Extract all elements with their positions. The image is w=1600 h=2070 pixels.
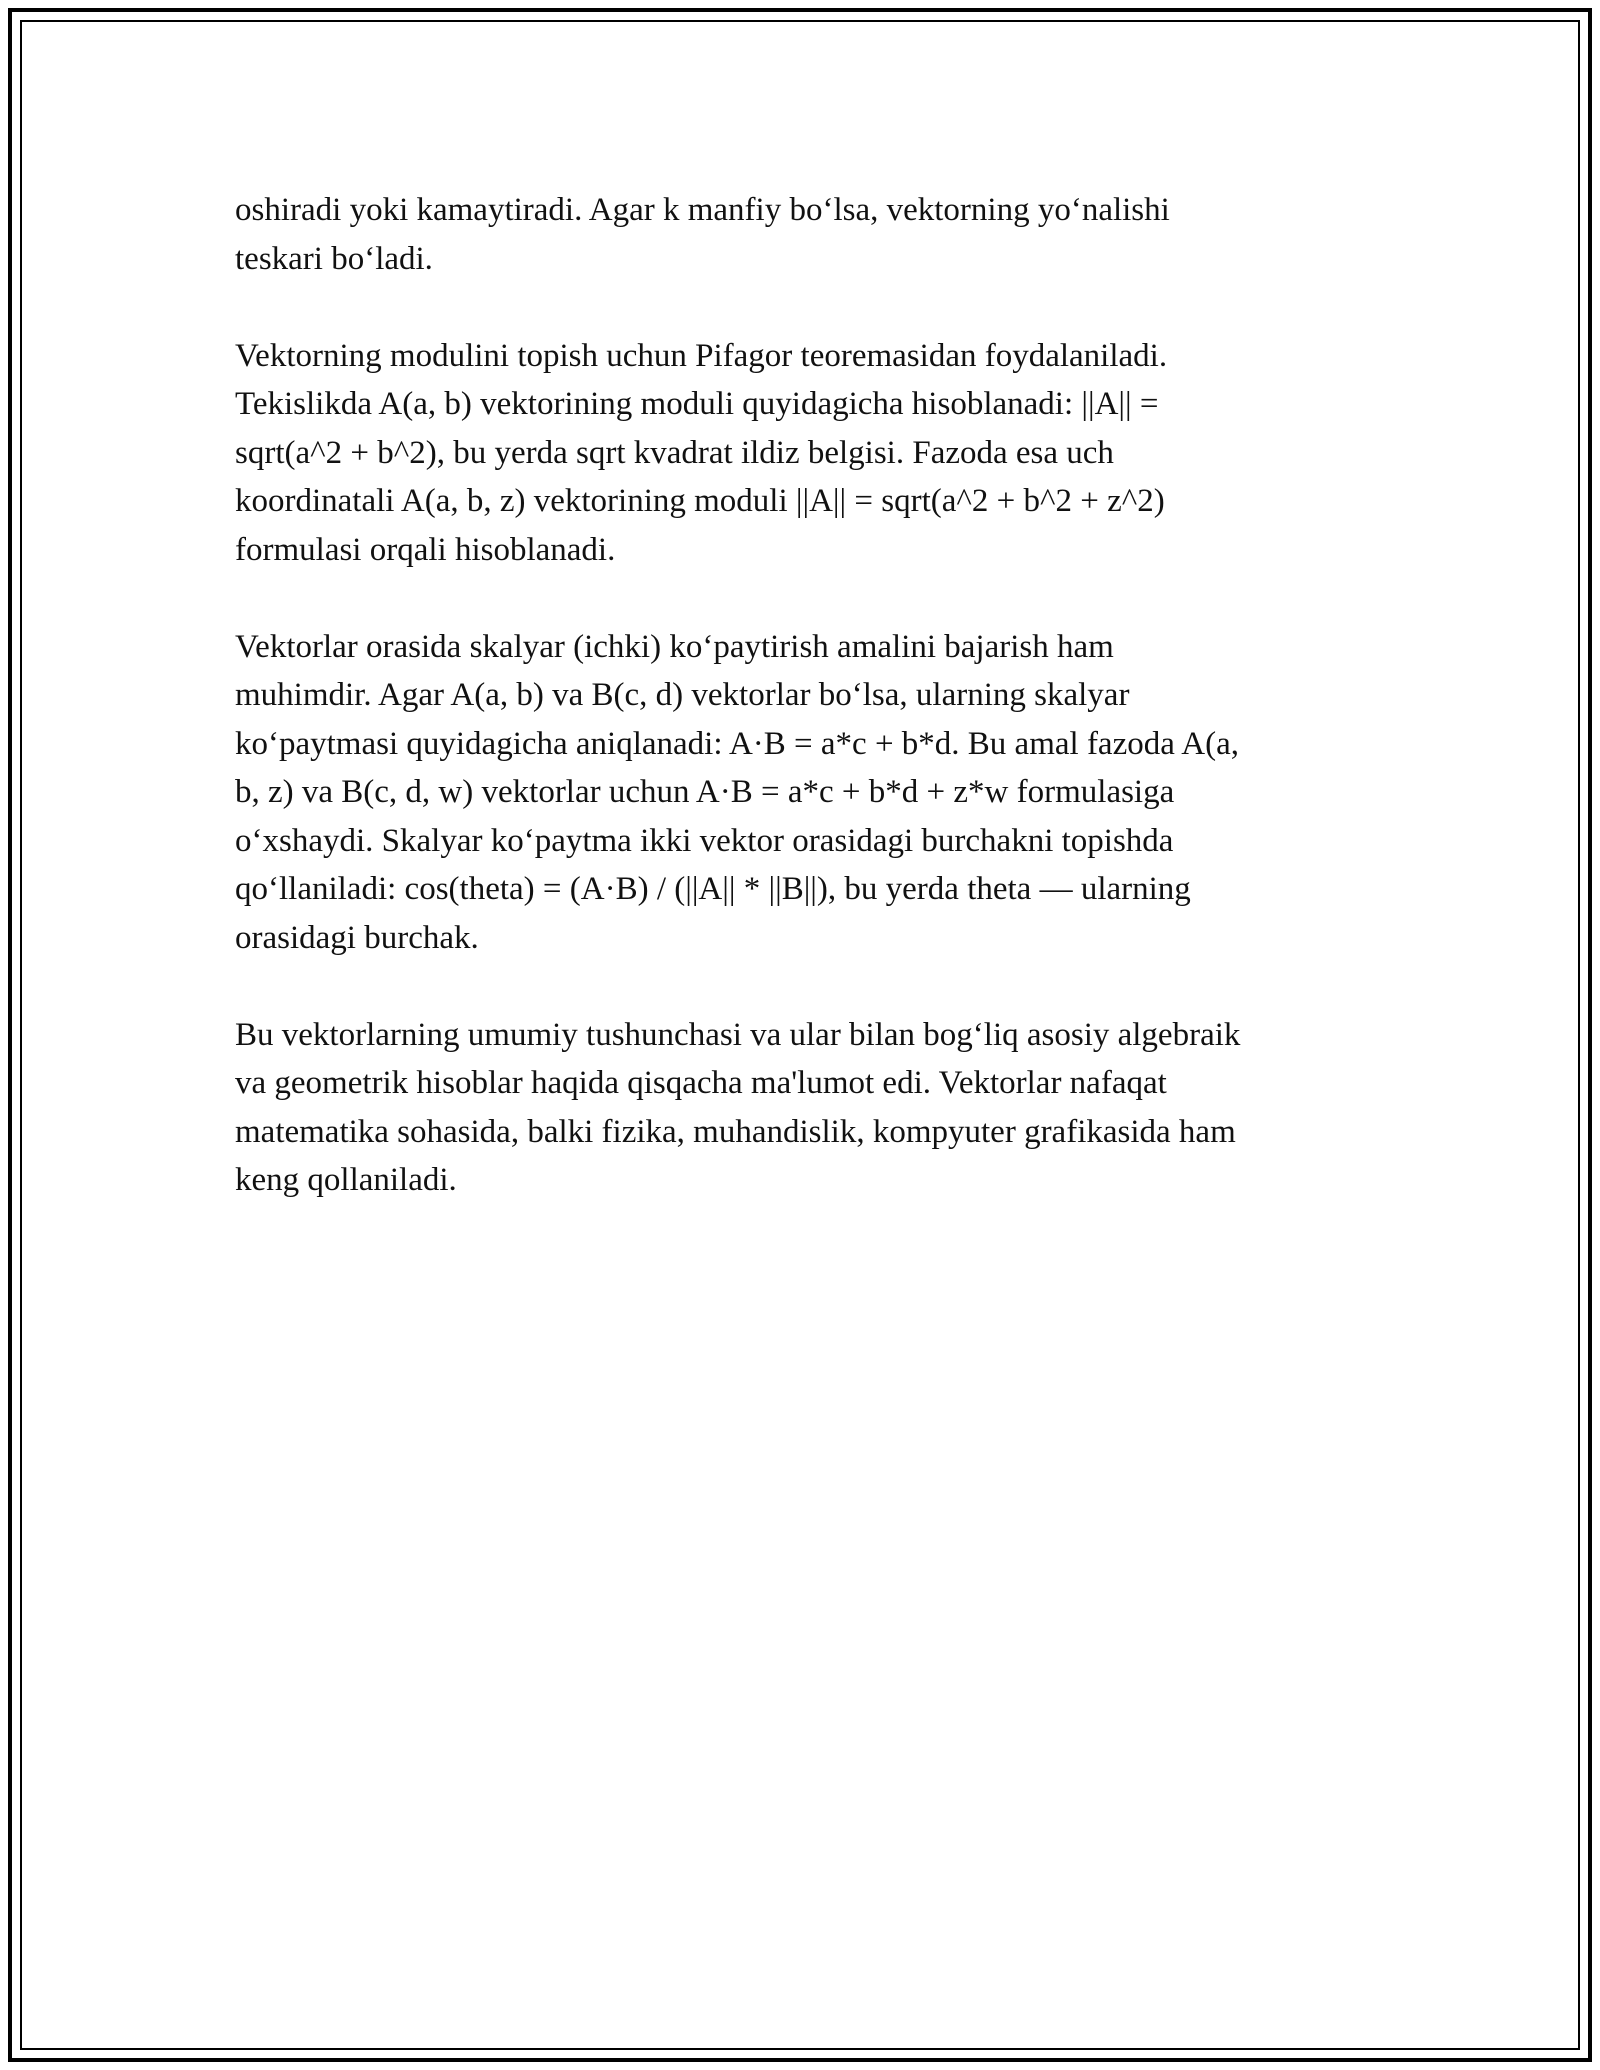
text-line: orasidagi burchak.: [235, 919, 479, 956]
paragraph-4: [235, 1011, 1370, 1205]
paragraph-1: [235, 186, 1370, 283]
paragraph-3: [235, 623, 1370, 963]
text-line: koordinatali A(a, b, z) vektorining moduli ||A|| = sqrt(a^2 + b^2 + z^2): [235, 483, 1165, 519]
text-line: formulasi orqali hisoblanadi.: [235, 531, 616, 568]
text-line: Vektorning modulini topish uchun Pifagor teoremasidan foydalaniladi.: [235, 337, 1168, 374]
text-line: sqrt(a^2 + b^2), bu yerda sqrt kvadrat ildiz belgisi. Fazoda esa uch: [235, 434, 1114, 471]
text-line: muhimdir. Agar A(a, b) va B(c, d) vektorlar bo‘lsa, ularning skalyar: [235, 677, 1130, 713]
paragraph-2: [235, 332, 1370, 575]
text-line: Tekislikda A(a, b) vektorining moduli quyidagicha hisoblanadi: ||A|| =: [235, 386, 1159, 422]
text-line: keng qollaniladi.: [235, 1162, 457, 1198]
text-line: o‘xshaydi. Skalyar ko‘paytma ikki vektor orasidagi burchakni topishda: [235, 822, 1174, 859]
text-line: matematika sohasida, balki fizika, muhandislik, kompyuter grafikasida ham: [235, 1113, 1236, 1150]
text-line: ko‘paytmasi quyidagicha aniqlanadi: A·B = a*c + b*d. Bu amal fazoda A(a,: [235, 725, 1240, 762]
text-line: Vektorlar orasida skalyar (ichki) ko‘paytirish amalini bajarish ham: [235, 628, 1114, 665]
text-line: oshiradi yoki kamaytiradi. Agar k manfiy bo‘lsa, vektorning yo‘nalishi: [235, 192, 1170, 228]
text-line: Bu vektorlarning umumiy tushunchasi va ular bilan bog‘liq asosiy algebraik: [235, 1016, 1241, 1053]
text-line: qo‘llaniladi: cos(theta) = (A·B) / (||A|| * ||B||), bu yerda theta — ularning: [235, 871, 1191, 907]
text-line: va geometrik hisoblar haqida qisqacha ma'lumot edi. Vektorlar nafaqat: [235, 1065, 1167, 1101]
text-line: teskari bo‘ladi.: [235, 240, 433, 277]
document-body: [235, 186, 1370, 1253]
text-line: b, z) va B(c, d, w) vektorlar uchun A·B = a*c + b*d + z*w formulasiga: [235, 774, 1175, 810]
